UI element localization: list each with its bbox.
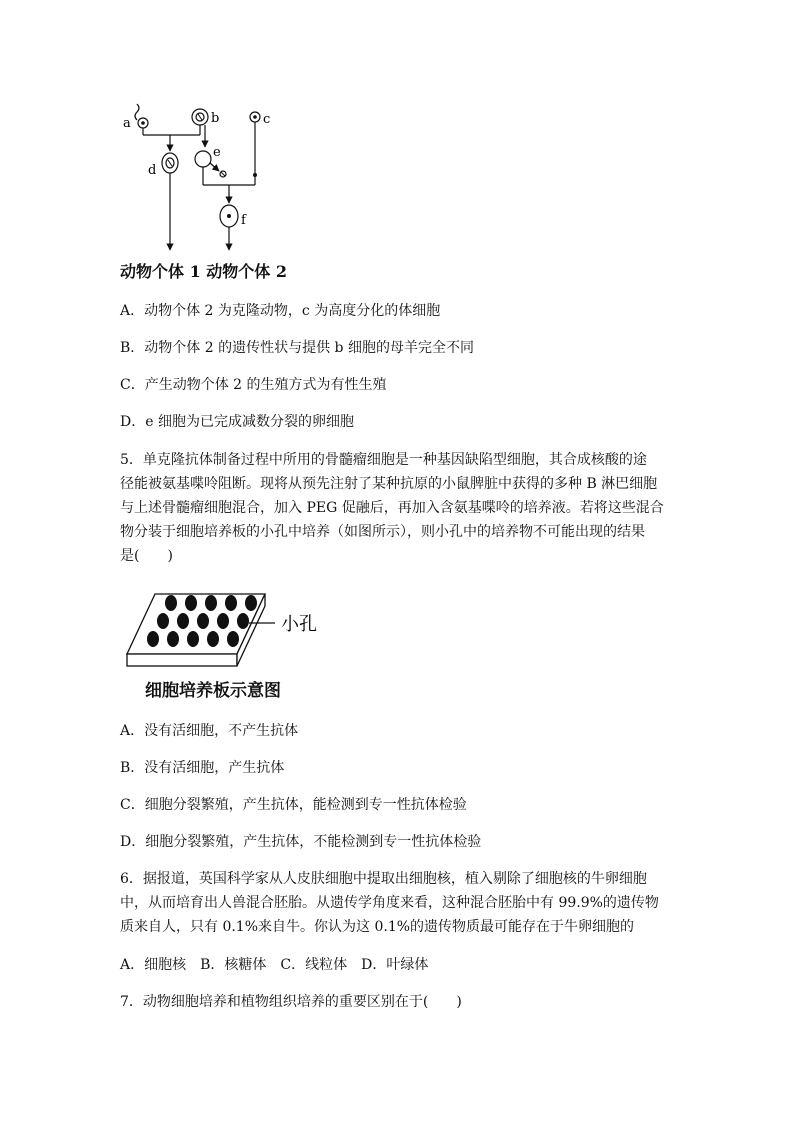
- q4-option-b: B．动物个体 2 的遗传性状与提供 b 细胞的母羊完全不同: [120, 340, 474, 356]
- q7-stem: 7．动物细胞培养和植物组织培养的重要区别在于( ): [120, 994, 462, 1010]
- fig2-caption: 细胞培养板示意图: [145, 681, 281, 701]
- q5-option-b: B．没有活细胞，产生抗体: [120, 760, 285, 776]
- label-c: c: [263, 112, 271, 127]
- cloning-diagram: [115, 95, 305, 260]
- q5-stem-line: 是( ): [120, 548, 173, 564]
- q4-option-a: A．动物个体 2 为克隆动物，c 为高度分化的体细胞: [120, 303, 441, 319]
- q4-option-c: C．产生动物个体 2 的生殖方式为有性生殖: [120, 377, 387, 393]
- q6-stem-line: 质来自人，只有 0.1%来自牛。你认为这 0.1%的遗传物质最可能存在于牛卵细胞的: [120, 919, 635, 935]
- q5-option-a: A．没有活细胞，不产生抗体: [120, 723, 299, 739]
- q5-stem-line: 径能被氨基喋呤阻断。现将从预先注射了某种抗原的小鼠脾脏中获得的多种 B 淋巴细胞: [120, 476, 658, 492]
- q5-option-d: D．细胞分裂繁殖，产生抗体，不能检测到专一性抗体检验: [120, 834, 482, 850]
- label-d: d: [148, 163, 157, 178]
- fig1-caption: 动物个体 1 动物个体 2: [120, 262, 287, 281]
- q6-stem: [120, 867, 675, 939]
- q5-stem-line: 物分装于细胞培养板的小孔中培养（如图所示），则小孔中的培养物不可能出现的结果: [120, 524, 645, 540]
- q5-stem-line: 与上述骨髓瘤细胞混合，加入 PEG 促融后，再加入含氨基喋呤的培养液。若将这些混合: [120, 500, 664, 516]
- culture-plate-diagram: [125, 588, 345, 673]
- label-f: f: [241, 213, 246, 228]
- q5-stem-line: 5．单克隆抗体制备过程中所用的骨髓瘤细胞是一种基因缺陷型细胞，其合成核酸的途: [120, 452, 647, 468]
- plate-hole-label: 小孔: [281, 614, 317, 635]
- q5-stem: [120, 448, 675, 568]
- label-a: a: [123, 116, 131, 131]
- q5-option-c: C．细胞分裂繁殖，产生抗体，能检测到专一性抗体检验: [120, 797, 467, 813]
- label-b: b: [211, 111, 220, 126]
- q6-stem-line: 中，从而培育出人兽混合胚胎。从遗传学角度来看，这种混合胚胎中有 99.9%的遗传物: [120, 895, 659, 911]
- q4-option-d: D．e 细胞为已完成减数分裂的卵细胞: [120, 414, 354, 430]
- q6-options: A．细胞核 B．核糖体 C．线粒体 D．叶绿体: [120, 957, 429, 973]
- q6-stem-line: 6．据报道，英国科学家从人皮肤细胞中提取出细胞核，植入剔除了细胞核的牛卵细胞: [120, 871, 647, 887]
- label-e: e: [213, 145, 221, 160]
